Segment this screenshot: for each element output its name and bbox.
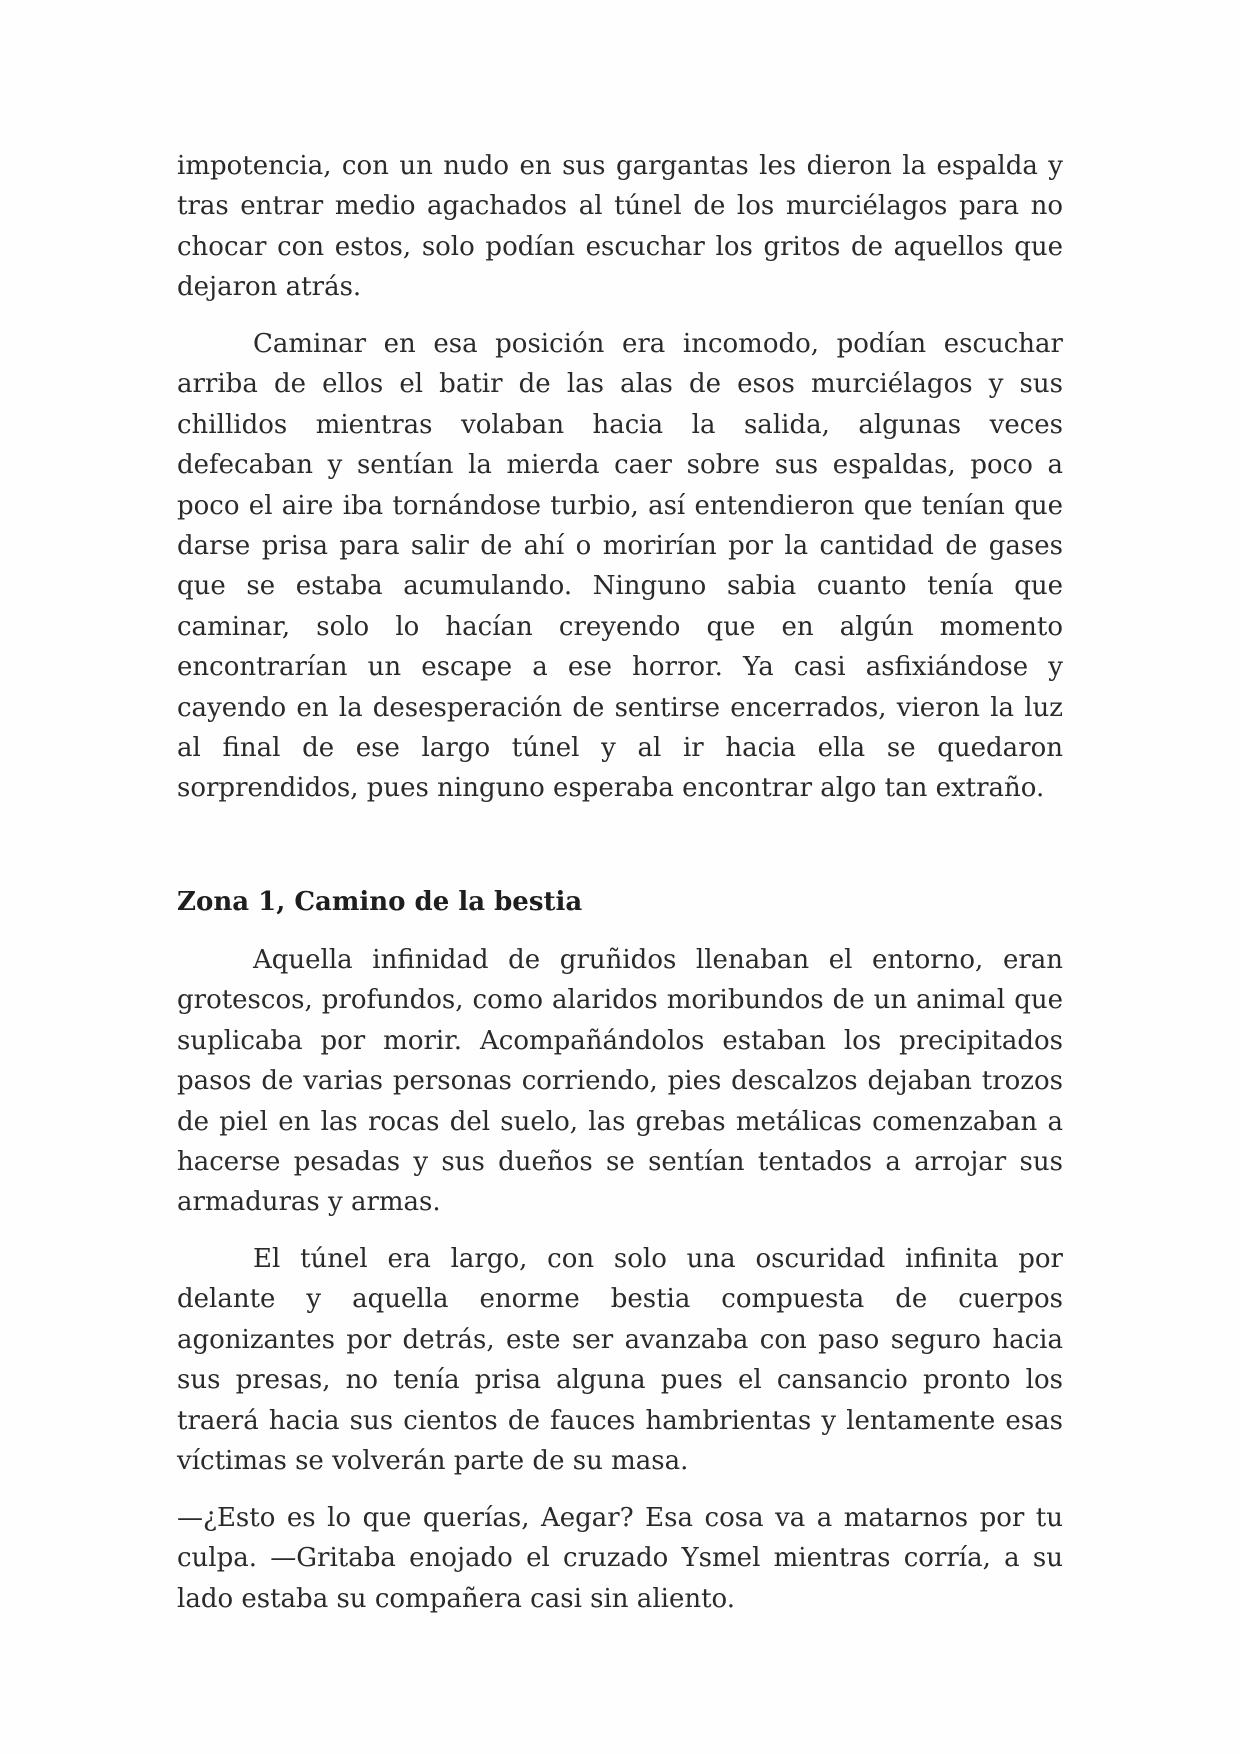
paragraph-beast: El túnel era largo, con solo una oscuridad infinita por delante y aquella enorme bestia compuesta de cuerpos agonizantes por detrás, este ser avanzaba con paso seguro hacia sus presas, no tenía prisa alguna pues el cansancio pronto los traerá hacia sus cientos de fauces hambrientas y lentamente esas víctimas se volverán parte de su masa. (177, 1244, 1063, 1477)
paragraph-tunnel-walk: Caminar en esa posición era incomodo, podían escuchar arriba de ellos el batir de las alas de esos murciélagos y sus chillidos mientras volaban hacia la salida, algunas veces defecaban y sentían la mierda caer sobre sus espaldas, poco a poco el aire iba tornándose turbio, así entendieron que tenían que darse prisa para salir de ahí o morirían por la cantidad de gases que se estaba acumulando. Ninguno sabia cuanto tenía que caminar, solo lo hacían creyendo que en algún momento encontrarían un escape a ese horror. Ya casi asfixiándose y cayendo en la desesperación de sentirse encerrados, vieron la luz al final de ese largo túnel y al ir hacia ella se quedaron sorprendidos, pues ninguno esperaba encontrar algo tan extraño. (177, 329, 1063, 804)
paragraph-dialogue: —¿Esto es lo que querías, Aegar? Esa cosa va a matarnos por tu culpa. —Gritaba enojado el cruzado Ysmel mientras corría, a su lado estaba su compañera casi sin aliento. (177, 1503, 1063, 1614)
paragraph-continuation: impotencia, con un nudo en sus gargantas les dieron la espalda y tras entrar medio agachados al túnel de los murciélagos para no chocar con estos, solo podían escuchar los gritos de aquellos que dejaron atrás. (177, 151, 1063, 303)
paragraph-growls: Aquella infinidad de gruñidos llenaban el entorno, eran grotescos, profundos, como alaridos moribundos de un animal que suplicaba por morir. Acompañándolos estaban los precipitados pasos de varias personas corriendo, pies descalzos dejaban trozos de piel en las rocas del suelo, las grebas metálicas comenzaban a hacerse pesadas y sus dueños se sentían tentados a arrojar sus armaduras y armas. (177, 945, 1063, 1218)
section-heading: Zona 1, Camino de la bestia (177, 887, 583, 917)
